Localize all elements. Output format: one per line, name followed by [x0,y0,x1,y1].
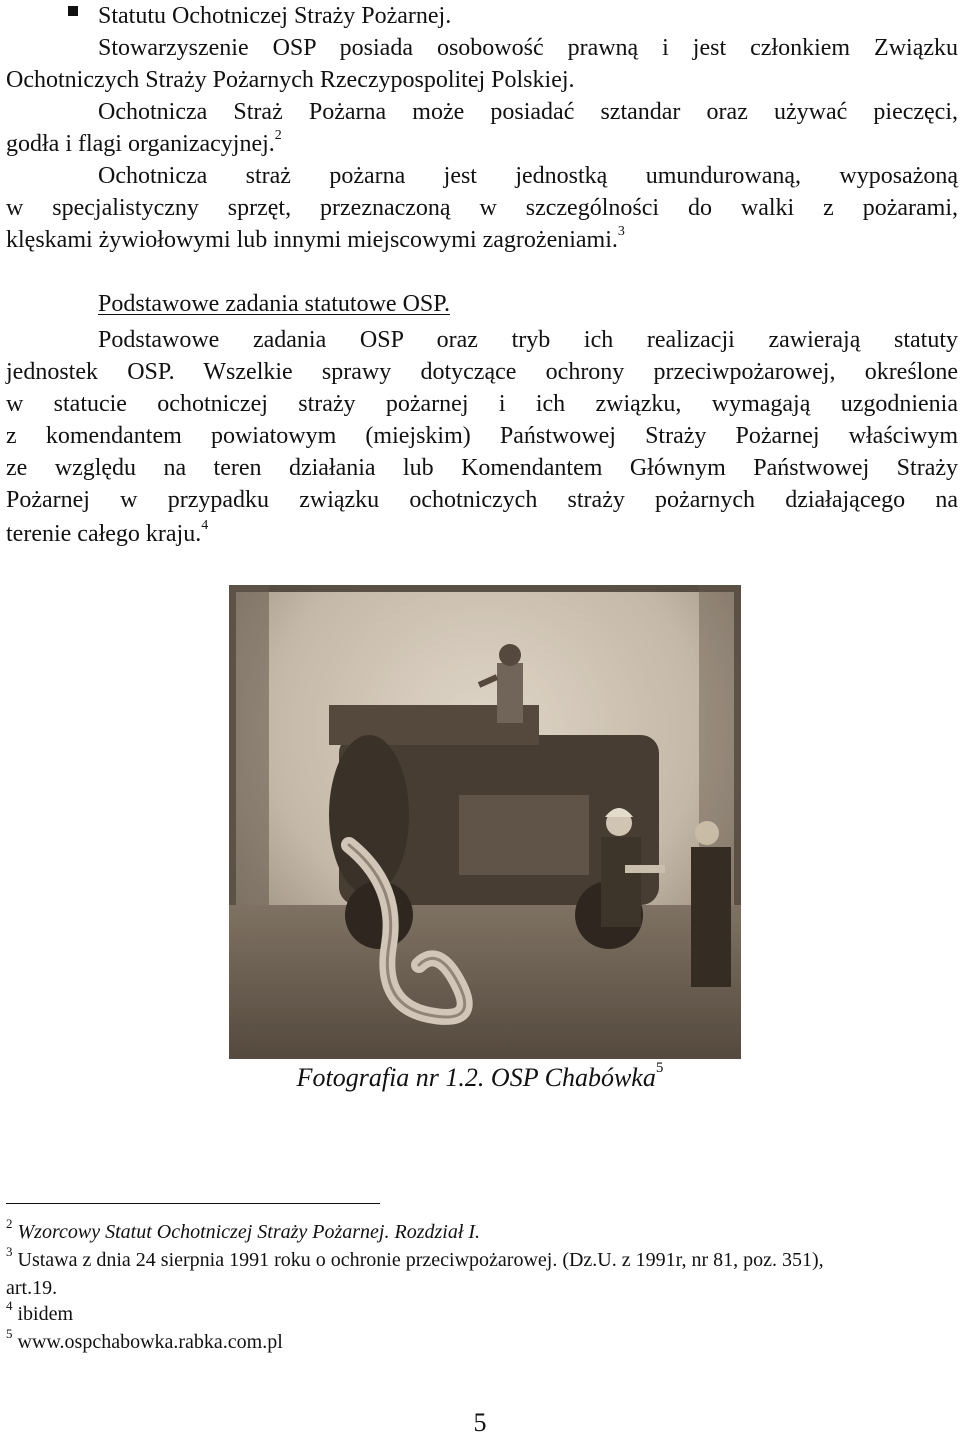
footnote-number: 3 [6,1244,13,1259]
paragraph-2-text: godła i flagi organizacyjnej. [6,131,275,157]
footnote-number: 2 [6,1216,13,1231]
section-heading [98,288,958,320]
paragraph-1-line-1: Stowarzyszenie OSP posiada osobowość prawną i jest członkiem Związku [98,35,958,61]
footnote-link[interactable]: www.ospchabowka.rabka.com.pl [17,1331,283,1353]
footnote-2 [6,1218,958,1246]
paragraph-3-line-2: w specjalistyczny sprzęt, przeznaczoną w szczególności do walki z pożarami, [6,195,958,221]
paragraph-2-line-1: Ochotnicza Straż Pożarna może posiadać sztandar oraz używać pieczęci, [98,99,958,125]
footnote-3-continuation: art.19. [6,1277,58,1299]
photo-caption [0,1060,960,1096]
footnote-3 [6,1246,958,1274]
paragraph-4-line-4: z komendantem powiatowym (miejskim) Państwowej Straży Pożarnej właściwym [6,423,958,449]
bullet-list-item [6,0,958,32]
paragraph-4-line-5: ze względu na teren działania lub Komendantem Głównym Państwowej Straży [6,455,958,481]
footnote-ref-2[interactable]: 2 [274,128,282,143]
paragraph-3-line-1: Ochotnicza straż pożarna jest jednostką umundurowaną, wyposażoną [98,163,958,189]
bullet-text: Statutu Ochotniczej Straży Pożarnej. [98,3,452,29]
footnote-ref-3[interactable]: 3 [617,224,625,239]
paragraph-4-line-6: Pożarnej w przypadku związku ochotniczych straży pożarnych działającego na [6,487,958,513]
footnote-4 [6,1300,958,1328]
paragraph-4-text: terenie całego kraju. [6,521,202,547]
footnote-ref-5[interactable]: 5 [655,1060,664,1076]
paragraph-1-line-2: Ochotniczych Straży Pożarnych Rzeczypospolitej Polskiej. [6,67,575,93]
paragraph-4-line-7 [6,518,958,550]
footnote-5 [6,1328,958,1356]
sepia-photo-firefighters-icon [229,585,741,1059]
page-number: 5 [473,1408,487,1437]
paragraph-3-line-3 [6,224,958,256]
footnote-number: 5 [6,1326,13,1341]
square-bullet-icon [68,6,78,16]
historic-photo [229,585,741,1059]
paragraph-4-line-3: w statucie ochotniczej straży pożarnej i ich związku, wymagają uzgodnienia [6,391,958,417]
footnote-number: 4 [6,1298,13,1313]
footnote-text: Wzorcowy Statut Ochotniczej Straży Pożarnej. Rozdział I. [17,1221,481,1243]
footnote-ref-4[interactable]: 4 [201,518,209,533]
section-heading-text: Podstawowe zadania statutowe OSP. [98,291,450,317]
paragraph-4-line-1: Podstawowe zadania OSP oraz tryb ich realizacji zawierają statuty [98,327,958,353]
paragraph-2-line-2 [6,128,958,160]
paragraph-3-text: klęskami żywiołowymi lub innymi miejscowymi zagrożeniami. [6,227,618,253]
footnote-text: Ustawa z dnia 24 sierpnia 1991 roku o ochronie przeciwpożarowej. (Dz.U. z 1991r, nr 81, poz. 351), [17,1249,824,1271]
footnote-divider [6,1203,380,1204]
photo-caption-text: Fotografia nr 1.2. OSP Chabówka [296,1063,656,1092]
footnote-text: ibidem [17,1303,74,1325]
paragraph-4-line-2: jednostek OSP. Wszelkie sprawy dotyczące ochrony przeciwpożarowej, określone [6,359,958,385]
